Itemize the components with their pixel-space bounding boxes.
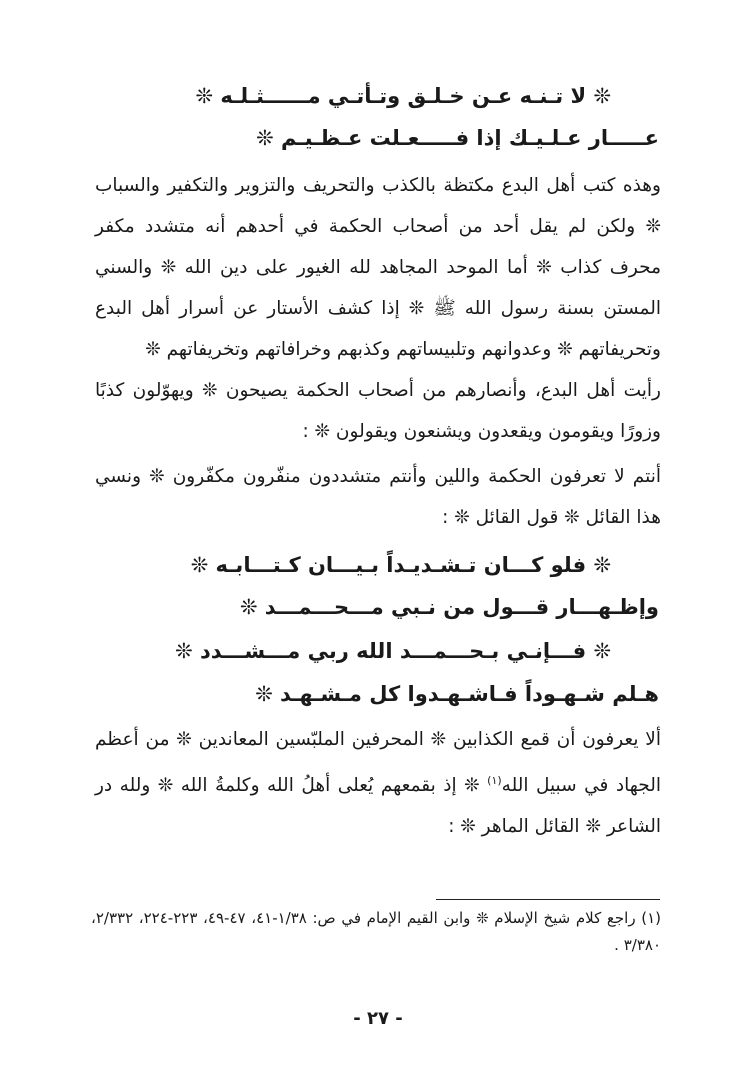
paragraph-2: رأيت أهل البدع، وأنصارهم من أصحاب الحكمة يصيحون ❊ ويهوّلون كذبًا وزورًا ويقومون ويقعدون ويشنعون ويقولون ❊ : [95,380,661,442]
footnote: (١) راجع كلام شيخ الإسلام ❊ وابن القيم الإمام في ص: ١/٣٨-٤١، ٤٧-٤٩، ٢٢٣-٢٢٤، ٢/٣٣٢، ٣/٣٨٠ . [91,909,662,954]
paragraph-4-text-before-note: ألا يعرفون أن قمع الكذابين ❊ المحرفين الملبّسين المعاندين ❊ من أعظم الجهاد في سبيل الله [95,729,661,797]
paragraph-4 [95,719,661,847]
page-number: - ٢٧ - [353,1008,403,1029]
paragraph-3: أنتم لا تعرفون الحكمة واللين وأنتم متشددون منفّرون مكفّرون ❊ ونسي هذا القائل ❊ قول القائل ❊ : [95,466,661,528]
verse-2-line-3: ❊ فـــإنـي بـحـــمـــد الله ربي مـــشـــدد ❊ [175,639,611,663]
paragraph-4-text-after-note: ❊ إذ بقمعهم يُعلى أهلُ الله وكلمةُ الله ❊ ولله در الشاعر ❊ القائل الماهر ❊ : [95,775,661,838]
verse-2-line-2: وإظـهـــار قـــول من نـبي مـــحـــمـــد ❊ [239,595,659,619]
verse-2-line-4: هـلم شـهـوداً فـاشـهـدوا كل مـشـهـد ❊ [255,682,659,706]
verse-1-line-1: ❊ لا تـنـه عـن خـلـق وتـأتـي مــــــثـلـه ❊ [195,84,611,108]
paragraph-1: وهذه كتب أهل البدع مكتظة بالكذب والتحريف والتزوير والتكفير والسباب ❊ ولكن لم يقل أحد من أصحاب الحكمة في أحدهم أنه متشدد مكفر محرف كذاب ❊ أما الموحد المجاهد لله الغيور على دين الله ❊ والسني المستن بسنة رسول الله ﷺ ❊ إذا كشف الأستار عن أسرار أهل البدع وتحريفاتهم ❊ وعدوانهم وتلبيساتهم وكذبهم وخرافاتهم وتخريفاتهم ❊ [95,175,661,360]
verse-1-line-2: عـــــار عـلـيـك إذا فـــــعـلت عـظـيـم ❊ [256,126,659,150]
footnote-marker[interactable]: (١) [487,774,502,787]
verse-2-line-1: ❊ فلو كـــان تـشـديـداً بـيـــان كـتـــابـه ❊ [190,553,611,577]
footnote-divider [436,899,660,900]
